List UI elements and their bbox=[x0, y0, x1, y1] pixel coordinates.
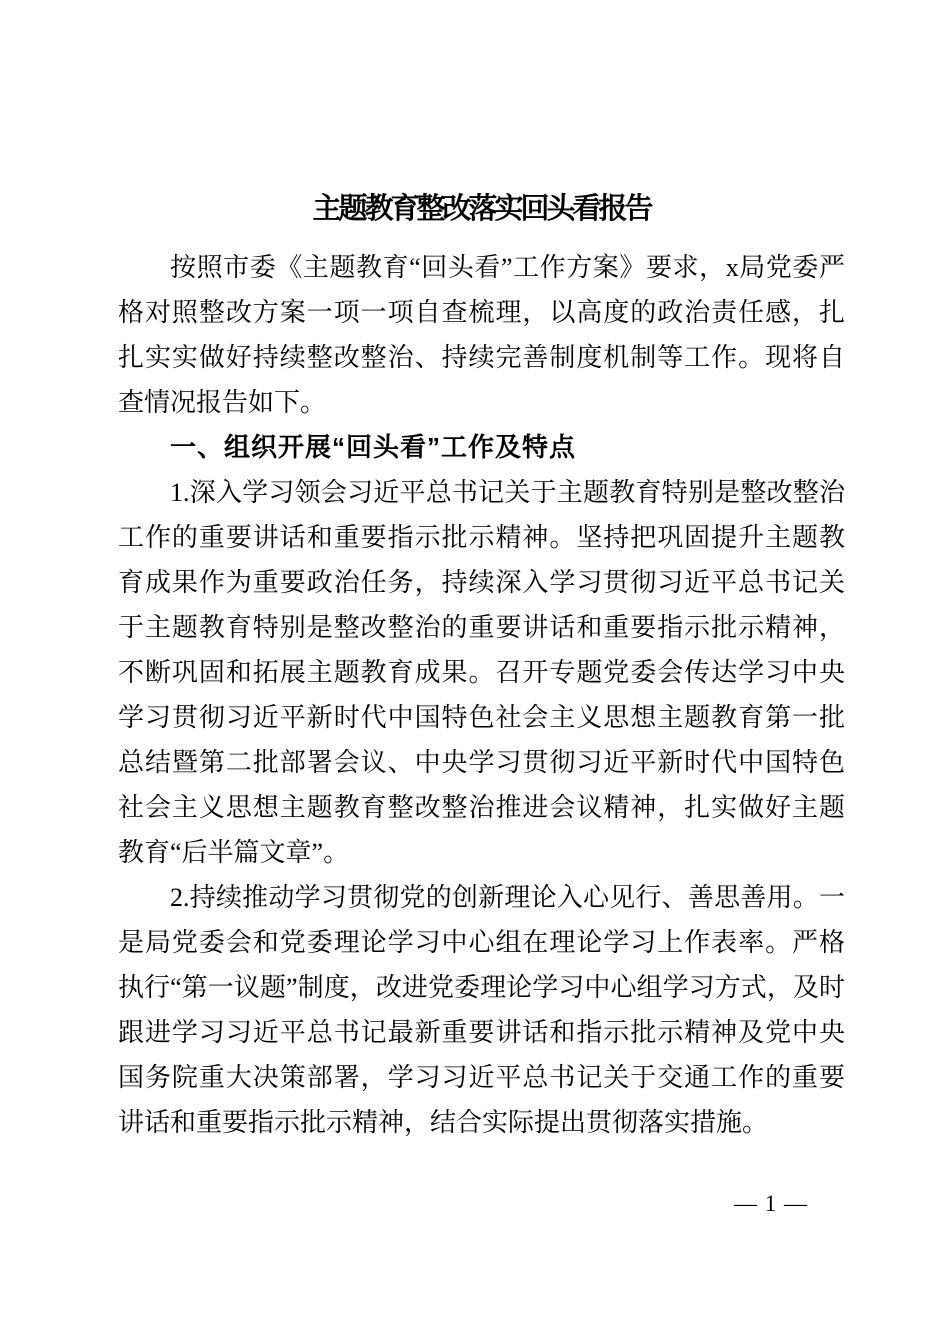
page-number: — 1 — bbox=[734, 1191, 808, 1216]
document-title: 主题教育整改落实回头看报告 bbox=[312, 193, 651, 225]
paragraph-intro: 按照市委《主题教育“回头看”工作方案》要求，x局党委严格对照整改方案一项一项自查梳理，以高度的政治责任感，扎扎实实做好持续整改整治、持续完善制度机制等工作。现将自查情况报告如下。 bbox=[118, 253, 845, 417]
paragraph-point-1: 1.深入学习领会习近平总书记关于主题教育特别是整改整治工作的重要讲话和重要指示批示精神。坚持把巩固提升主题教育成果作为重要政治任务，持续深入学习贯彻习近平总书记关于主题教育特别是整改整治的重要讲话和重要指示批示精神，不断巩固和拓展主题教育成果。召开专题党委会传达学习中央学习贯彻习近平新时代中国特色社会主义思想主题教育第一批总结暨第二批部署会议、中央学习贯彻习近平新时代中国特色社会主义思想主题教育整改整治推进会议精神，扎实做好主题教育“后半篇文章”。 bbox=[118, 478, 845, 867]
paragraph-point-2: 2.持续推动学习贯彻党的创新理论入心见行、善思善用。一是局党委会和党委理论学习中心组在理论学习上作表率。严格执行“第一议题”制度，改进党委理论学习中心组学习方式，及时跟进学习习近平总书记最新重要讲话和指示批示精神及党中央国务院重大决策部署，学习习近平总书记关于交通工作的重要讲话和重要指示批示精神，结合实际提出贯彻落实措施。 bbox=[118, 883, 845, 1137]
section-heading-1: 一、组织开展“回头看”工作及特点 bbox=[170, 432, 577, 462]
